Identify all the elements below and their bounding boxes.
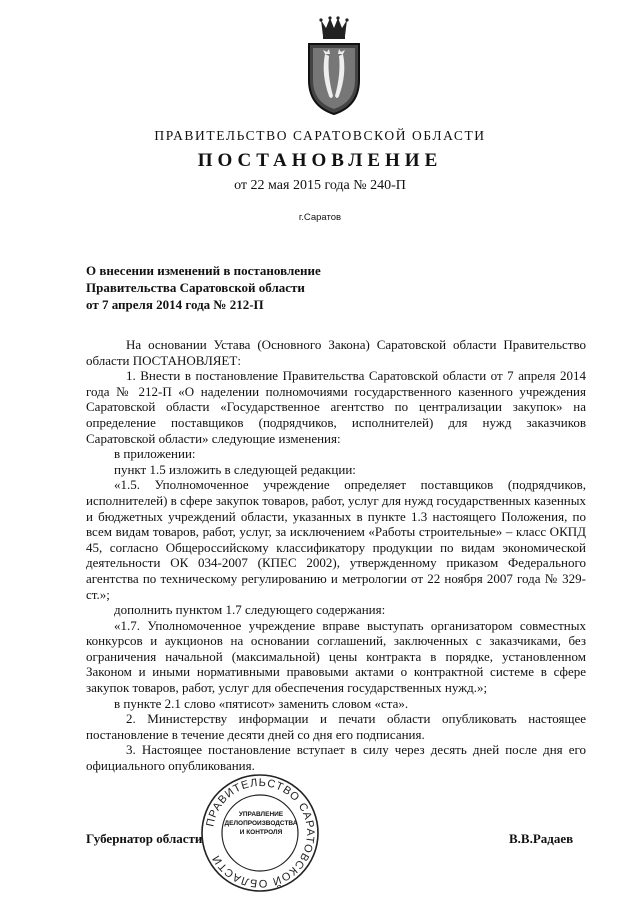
document-date-number: от 22 мая 2015 года № 240-П: [234, 178, 406, 193]
subject-line: О внесении изменений в постановление: [86, 263, 321, 278]
organization-title: ПРАВИТЕЛЬСТВО САРАТОВСКОЙ ОБЛАСТИ: [154, 128, 486, 143]
stamp-line: УПРАВЛЕНИЕ: [238, 811, 284, 818]
stamp-ring-text: ПРАВИТЕЛЬСТВО САРАТОВСКОЙ ОБЛАСТИ: [204, 776, 317, 890]
body-paragraph: 3. Настоящее постановление вступает в силу через десять дней после дня его официального опубликования.: [86, 742, 586, 774]
body-paragraph: На основании Устава (Основного Закона) Саратовской области Правительство области ПОСТАНОВЛЯЕТ:: [86, 337, 586, 368]
body-paragraph: «1.5. Уполномоченное учреждение определяет поставщиков (подрядчиков, исполнителей) в сфере закупок товаров, работ, услуг для нужд государственных казенных и бюджетных учреждений области, указанных в пункте 1.3 настоящего Положения, по всем видам товаров, работ, услуг, за исключением «Работы строительные» – класс ОКПД 45, согласно Общероссийскому классификатору продукции по видам экономической деятельности ОК 034-2007 (КПЕС 2002), утвержденному приказом Федерального агентства по техническому регулированию и метрологии от 22 ноября 2007 года № 329-ст.»;: [86, 477, 586, 602]
signatory-position: Губернатор области: [86, 831, 203, 846]
body-paragraph: «1.7. Уполномоченное учреждение вправе выступать организатором совместных конкурсов и аукционов на основании соглашений, заключенных с заказчиками, без ограничения начальной (максимальной) цены контракта в порядке, установленном Законом и иными нормативными правовыми актами о контрактной системе в сфере закупок товаров, работ, услуг для обеспечения государственных нужд.»;: [86, 617, 586, 696]
body-paragraph: 1. Внести в постановление Правительства Саратовской области от 7 апреля 2014 года № 212-П «О наделении полномочиями государственного казенного учреждения Саратовской области «Государственное агентство по централизации закупок» на определение поставщиков (подрядчиков, исполнителей) для нужд заказчиков Саратовской области» следующие изменения:: [86, 368, 586, 446]
stamp-line: ДЕЛОПРОИЗВОДСТВА: [224, 820, 298, 827]
stamp-center-text: [221, 810, 301, 837]
document-body: [86, 337, 586, 774]
subject-line: от 7 апреля 2014 года № 212-П: [86, 297, 264, 312]
subject-line: Правительства Саратовской области: [86, 280, 305, 295]
document-city: г.Саратов: [298, 212, 342, 223]
stamp-line: И КОНТРОЛЯ: [239, 829, 283, 836]
body-paragraph: в приложении:: [114, 446, 196, 462]
body-paragraph: дополнить пунктом 1.7 следующего содержания:: [114, 602, 386, 618]
body-paragraph: в пункте 2.1 слово «пятисот» заменить словом «ста».: [114, 695, 409, 711]
coat-of-arms-icon: [299, 14, 369, 118]
body-paragraph: 2. Министерству информации и печати области опубликовать настоящее постановление в течение десяти дней со дня его подписания.: [86, 711, 586, 742]
document-type: ПОСТАНОВЛЕНИЕ: [197, 150, 443, 171]
body-paragraph: пункт 1.5 изложить в следующей редакции:: [114, 461, 356, 477]
signatory-name: В.В.Радаев: [509, 831, 574, 846]
document-subject: [86, 262, 386, 313]
